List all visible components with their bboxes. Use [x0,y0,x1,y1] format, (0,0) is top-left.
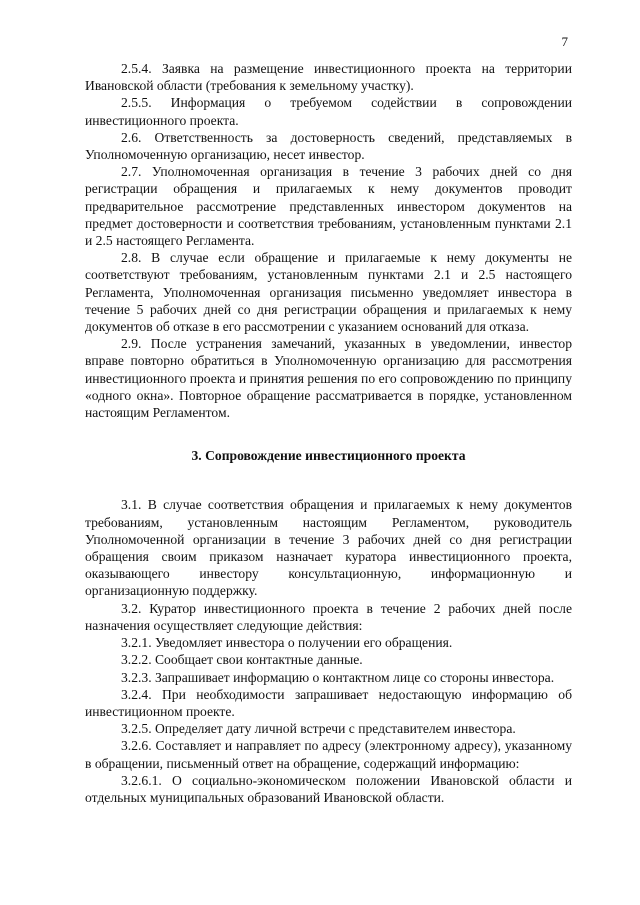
paragraph-2-8: 2.8. В случае если обращение и прилагаемые к нему документы не соответствуют требованиям, установленным пунктами 2.1 и 2.5 настоящего Регламента, Уполномоченная организация письменно уведомляет инвестора в течение 5 рабочих дней со дня регистрации обращения и прилагаемых к нему документов об отказе в его рассмотрении с указанием оснований для отказа. [85,250,572,335]
paragraph-3-2-4: 3.2.4. При необходимости запрашивает недостающую информацию об инвестиционном проекте. [85,686,572,719]
paragraph-2-5-4: 2.5.4. Заявка на размещение инвестиционного проекта на территории Ивановской области (требования к земельному участку). [85,61,572,94]
paragraph-3-2-6: 3.2.6. Составляет и направляет по адресу (электронному адресу), указанному в обращении, письменный ответ на обращение, содержащий информацию: [85,738,572,771]
section-heading: 3. Сопровождение инвестиционного проекта [191,448,466,464]
paragraph-2-5-5: 2.5.5. Информация о требуемом содействии в сопровождении инвестиционного проекта. [85,95,572,128]
paragraph-3-2-5: 3.2.5. Определяет дату личной встречи с представителем инвестора. [121,721,516,737]
paragraph-2-6: 2.6. Ответственность за достоверность сведений, представляемых в Уполномоченную организацию, несет инвестор. [85,129,572,163]
document-body [85,60,572,806]
paragraph-2-9: 2.9. После устранения замечаний, указанных в уведомлении, инвестор вправе повторно обратиться в Уполномоченную организацию для рассмотрения инвестиционного проекта и принятия решения по его сопровождению по принципу «одного окна». Повторное обращение рассматривается в порядке, установленном настоящим Регламентом. [85,336,572,421]
paragraph-3-2-3: 3.2.3. Запрашивает информацию о контактном лице со стороны инвестора. [121,669,555,685]
paragraph-3-1: 3.1. В случае соответствия обращения и прилагаемых к нему документов требованиям, установленным настоящим Регламентом, руководитель Уполномоченной организации в течение 3 рабочих дней со дня регистрации обращения своим приказом назначает куратора инвестиционного проекта, оказывающего инвестору консультационную, информационную и организационную поддержку. [85,497,572,599]
paragraph-3-2: 3.2. Куратор инвестиционного проекта в течение 2 рабочих дней после назначения осуществляет следующие действия: [85,600,572,633]
page-number: 7 [561,34,568,49]
paragraph-3-2-1: 3.2.1. Уведомляет инвестора о получении его обращения. [121,635,453,651]
paragraph-3-2-2: 3.2.2. Сообщает свои контактные данные. [121,652,363,668]
paragraph-3-2-6-1: 3.2.6.1. О социально-экономическом положении Ивановской области и отдельных муниципальных образований Ивановской области. [85,772,572,805]
paragraph-2-7: 2.7. Уполномоченная организация в течение 3 рабочих дней со дня регистрации обращения и прилагаемых к нему документов проводит предварительное рассмотрение представленных инвестором документов на предмет достоверности и соответствия требованиям, установленным пунктами 2.1 и 2.5 настоящего Регламента. [85,164,572,249]
